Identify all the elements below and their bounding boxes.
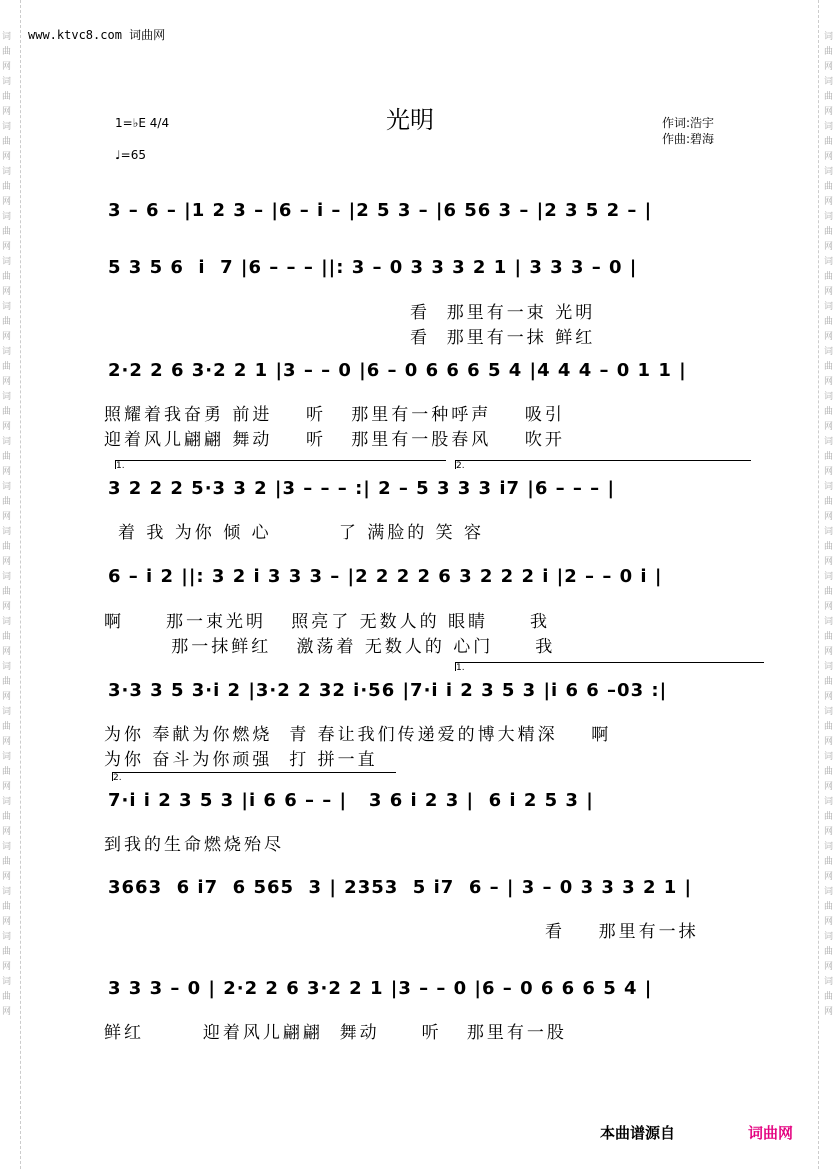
site-header (28, 26, 165, 43)
time-signature: 4/4 (149, 116, 170, 130)
lyric-line-5-verse1: 为你 奉献为你燃烧 青 春让我们传递爱的博大精深 啊 (104, 725, 612, 745)
lyric-line-2-verse1: 照耀着我奋勇 前进 听 那里有一种呼声 吸引 (104, 405, 565, 425)
score-line-1: 3 – 6 – |1 2 3 – |6 – i – |2 5 3 – |6 56 3 – |2 3 5 2 – | (108, 200, 653, 221)
brand-logo-text[interactable]: 词曲网 (748, 1124, 794, 1142)
lyric-line-4-verse2: 那一抹鲜红 激荡着 无数人的 心门 我 (104, 637, 556, 657)
volta-2b-bracket: 2. (112, 772, 396, 781)
lyric-line-5-verse2: 为你 奋斗为你顽强 打 拼一直 (104, 750, 378, 770)
lyric-line-1-verse2: 看 那里有一抹 鲜红 (410, 328, 596, 348)
score-line-9: 3 3 3 – 0 | 2·2 2 6 3·2 2 1 |3 – – 0 |6 – 0 6 6 6 5 4 | (108, 978, 653, 999)
volta-2-bracket: 2. (455, 460, 751, 469)
watermark-left: 词曲网词曲网词曲网词曲网词曲网词曲网词曲网词曲网词曲网词曲网词曲网词曲网词曲网词曲网词曲网词曲网词曲网词曲网词曲网词曲网词曲网词曲网 (2, 32, 12, 1017)
lyric-line-8: 鲜红 迎着风儿翩翩 舞动 听 那里有一股 (104, 1023, 567, 1043)
lyric-line-3: 着 我 为你 倾 心 了 满脸的 笑 容 (118, 523, 485, 543)
watermark-right: 词曲网词曲网词曲网词曲网词曲网词曲网词曲网词曲网词曲网词曲网词曲网词曲网词曲网词曲网词曲网词曲网词曲网词曲网词曲网词曲网词曲网词曲网 (824, 32, 834, 1017)
lyric-line-2-verse2: 迎着风儿翩翩 舞动 听 那里有一股春风 吹开 (104, 430, 565, 450)
score-line-6: 3·3 3 5 3·i 2 |3·2 2 32 i·56 |7·i i 2 3 5 3 |i 6 6 –03 :| (108, 680, 668, 701)
score-line-5: 6 – i 2 ||: 3 2 i 3 3 3 – |2 2 2 2 6 3 2 2 2 i |2 – – 0 i | (108, 566, 663, 587)
source-label: 本曲谱源自 (600, 1124, 676, 1142)
score-line-4: 3 2 2 2 5·3 3 2 |3 – – – :| 2 – 5 3 3 3 i7 |6 – – – | (108, 478, 616, 499)
song-title: 光明 (386, 106, 434, 134)
right-margin-line (818, 0, 819, 1169)
site-url[interactable]: www.ktvc8.com (28, 28, 122, 42)
lyric-line-4-verse1: 啊 那一束光明 照亮了 无数人的 眼睛 我 (104, 612, 551, 632)
lyric-line-1-verse1: 看 那里有一束 光明 (410, 303, 596, 323)
left-margin-line (20, 0, 21, 1169)
key-signature (115, 116, 169, 130)
score-line-2: 5 3 5 6 i 7 |6 – – – ||: 3 – 0 3 3 3 2 1 | 3 3 3 – 0 | (108, 257, 638, 278)
volta-1-bracket: 1. (115, 460, 446, 469)
composer-credit: 作曲:碧海 (662, 132, 715, 146)
tempo-marking: ♩=65 (115, 148, 146, 162)
volta-1b-bracket: 1. (455, 662, 764, 671)
site-name: 词曲网 (129, 28, 166, 42)
score-line-8: 3663 6 i7 6 565 3 | 2353 5 i7 6 – | 3 – 0 3 3 3 2 1 | (108, 877, 693, 898)
key-label: 1=♭E (115, 116, 146, 130)
score-line-7: 7·i i 2 3 5 3 |i 6 6 – – | 3 6 i 2 3 | 6 i 2 5 3 | (108, 790, 594, 811)
lyric-line-7: 看 那里有一抹 (545, 922, 699, 942)
lyricist-credit: 作词:浩宇 (662, 116, 715, 130)
lyric-line-6: 到我的生命燃烧殆尽 (104, 835, 284, 855)
score-line-3: 2·2 2 6 3·2 2 1 |3 – – 0 |6 – 0 6 6 6 5 4 |4 4 4 – 0 1 1 | (108, 360, 687, 381)
